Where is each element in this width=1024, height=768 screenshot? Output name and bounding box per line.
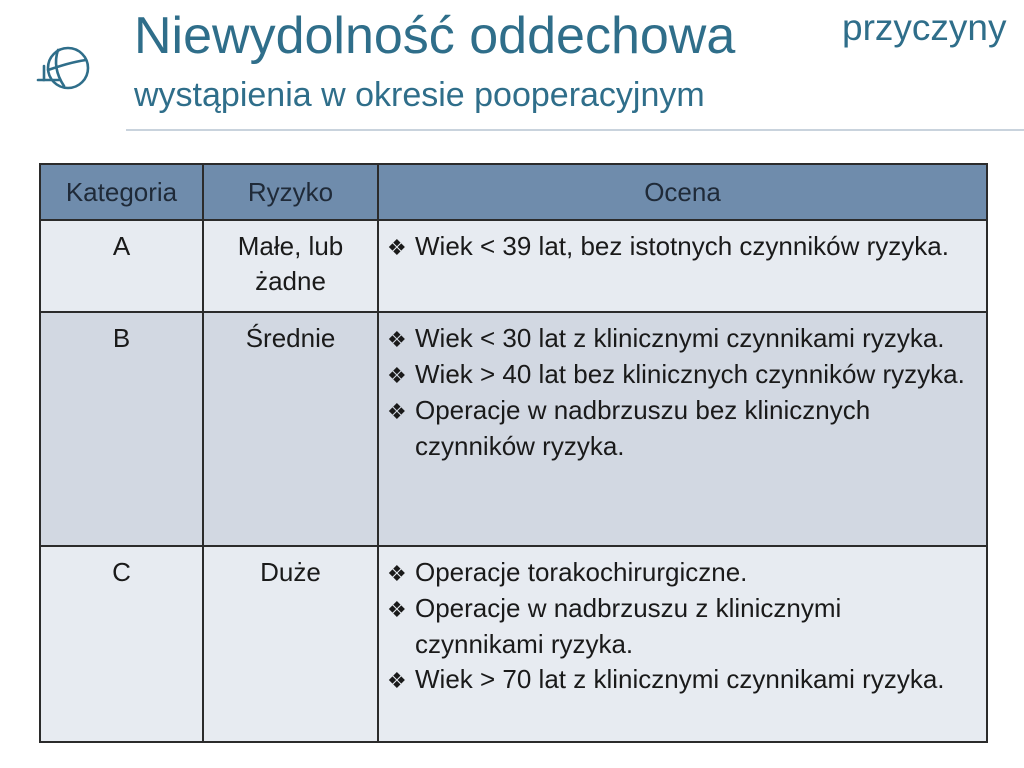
title-divider (126, 129, 1024, 131)
diamond-bullet-icon: ❖ (387, 363, 407, 388)
assessment-cell (378, 546, 987, 742)
risk-cell (203, 220, 378, 312)
diamond-bullet-icon: ❖ (387, 597, 407, 622)
risk-text: żadne (255, 266, 326, 296)
table-row (40, 546, 987, 742)
assessment-text: Operacje w nadbrzuszu z klinicznymi czynnikami ryzyka. (415, 593, 842, 659)
risk-text: Średnie (245, 323, 336, 353)
assessment-cell (378, 312, 987, 546)
assessment-text: Wiek > 70 lat z klinicznymi czynnikami ryzyka. (415, 664, 945, 694)
risk-table (39, 163, 988, 743)
risk-cell (203, 312, 378, 546)
assessment-item (387, 321, 976, 357)
assessment-text: Operacje w nadbrzuszu bez klinicznych czynników ryzyka. (415, 395, 871, 461)
category-cell: C (40, 546, 203, 742)
assessment-text: Wiek < 30 lat z klinicznymi czynnikami ryzyka. (415, 323, 945, 353)
diamond-bullet-icon: ❖ (387, 235, 407, 260)
page-title: Niewydolność oddechowa (134, 7, 736, 65)
page-subtitle: wystąpienia w okresie pooperacyjnym (134, 76, 705, 114)
column-header-category: Kategoria (40, 164, 203, 220)
diamond-bullet-icon: ❖ (387, 668, 407, 693)
assessment-item (387, 357, 976, 393)
leaf-logo-icon (34, 36, 94, 102)
table-row (40, 312, 987, 546)
assessment-text: Wiek < 39 lat, bez istotnych czynników ryzyka. (415, 231, 949, 261)
risk-text: Małe, lub (237, 231, 344, 261)
assessment-cell (378, 220, 987, 312)
table-header-row (40, 164, 987, 220)
assessment-item (387, 555, 976, 591)
assessment-item (387, 229, 976, 265)
assessment-item (387, 662, 976, 698)
page-title-continuation: przyczyny (842, 7, 1007, 48)
assessment-text: Operacje torakochirurgiczne. (415, 557, 748, 587)
risk-cell (203, 546, 378, 742)
assessment-item (387, 591, 976, 662)
assessment-text: Wiek > 40 lat bez klinicznych czynników ryzyka. (415, 359, 965, 389)
diamond-bullet-icon: ❖ (387, 327, 407, 352)
assessment-item (387, 393, 976, 464)
column-header-risk: Ryzyko (203, 164, 378, 220)
table-row (40, 220, 987, 312)
diamond-bullet-icon: ❖ (387, 561, 407, 586)
category-cell: B (40, 312, 203, 546)
category-cell: A (40, 220, 203, 312)
diamond-bullet-icon: ❖ (387, 399, 407, 424)
risk-text: Duże (260, 557, 321, 587)
column-header-assessment: Ocena (378, 164, 987, 220)
